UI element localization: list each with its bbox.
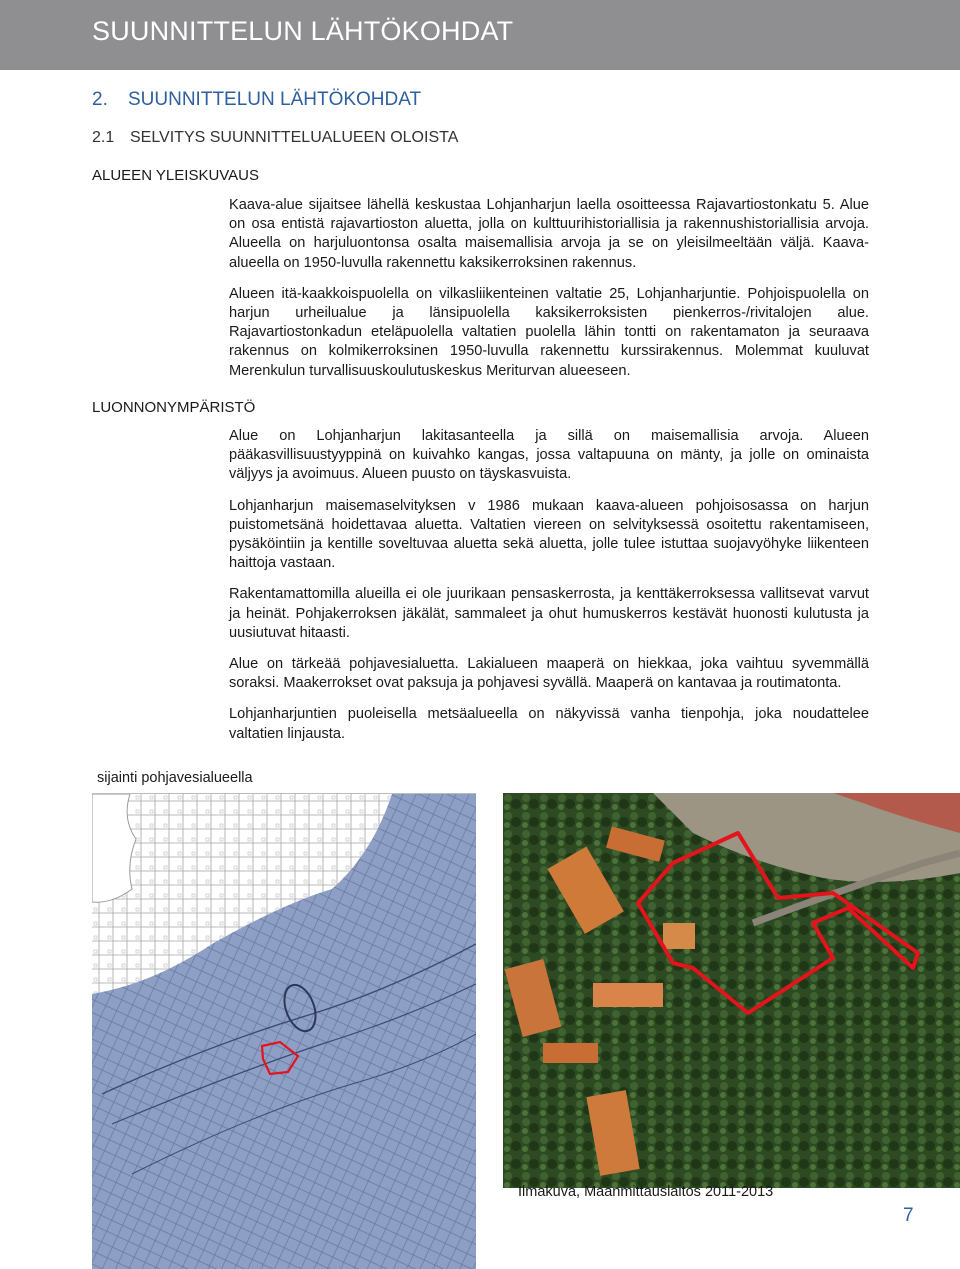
paragraph: Lohjanharjun maisemaselvityksen v 1986 mukaan kaava-alueen pohjoisosassa on harjun puistometsänä hoidettavaa aluetta. Valtatien viereen on selvityksessä osoitettu rakentamiseen, pysäköintiin ja kentille soveltuvaa aluetta sekä aluetta, jolle tulee istuttaa suojavyöhyke liikenteen haittoja vastaan. xyxy=(229,497,869,572)
chapter-heading xyxy=(92,89,421,111)
photo-caption: Ilmakuva, Maanmittauslaitos 2011-2013 xyxy=(518,1184,774,1200)
map-graphic xyxy=(92,794,476,1269)
section-title: SELVITYS SUUNNITTELUALUEEN OLOISTA xyxy=(130,129,459,146)
paragraph: Alue on Lohjanharjun lakitasanteella ja sillä on maisemallisia arvoja. Alueen pääkasvillisuustyyppinä on kuivahko kangas, jossa valtapuuna on mänty, ja jolle on ominaista väljyys ja avoimuus. Alueen puusto on täyskasvuista. xyxy=(229,428,869,483)
groundwater-map xyxy=(92,793,476,1269)
map-caption: sijainti pohjavesialueella xyxy=(97,770,253,786)
nature-text xyxy=(229,427,869,756)
chapter-title: SUUNNITTELUN LÄHTÖKOHDAT xyxy=(128,89,422,110)
paragraph: Lohjanharjuntien puoleisella metsäalueella on näkyvissä vanha tienpohja, joka noudattelee valtatien linjausta. xyxy=(229,706,869,742)
section-heading xyxy=(92,129,458,147)
header-bar xyxy=(0,0,960,70)
paragraph: Kaava-alue sijaitsee lähellä keskustaa Lohjanharjun laella osoitteessa Rajavartiostonkatu 5. Alue on osa entistä rajavartioston aluetta, jolla on kulttuurihistoriallisia ja rakennushistoriallisia arvoja. Alueella on harjuluontonsa osalta maisemallisia arvoja ja se on yleisilmeeltään väljä. Kaava-alueella on 1950-luvulla rakennettu kaksikerroksinen rakennus. xyxy=(229,197,869,271)
section-number: 2.1 xyxy=(92,129,115,146)
aerial-photo xyxy=(503,793,960,1188)
paragraph: Alueen itä-kaakkoispuolella on vilkasliikenteinen valtatie 25, Lohjanharjuntie. Pohjoispuolella on harjun urheilualue ja länsipuolella kaksikerroksisten pienkerros-/rivitalojen alue. Rajavartiostonkadun eteläpuolella valtatien puolella lähin tontti on rakentamaton ja seuraava rakennus on kolmikerroksinen 1950-luvulla rakennettu kurssirakennus. Molemmat kuuluvat Merenkulun turvallisuuskoulutuskeskus Meriturvan alueeseen. xyxy=(229,285,869,379)
subsection-heading-overview: ALUEEN YLEISKUVAUS xyxy=(92,167,260,184)
paragraph: Rakentamattomilla alueilla ei ole juurikaan pensaskerrosta, ja kenttäkerroksessa vallitsevat varvut ja heinät. Pohjakerroksen jäkälät, sammaleet ja ohut humuskerros kestävät huonosti kulutusta ja uusiutuvat hitaasti. xyxy=(229,586,869,641)
subsection-heading-nature: LUONNONYMPÄRISTÖ xyxy=(92,399,256,416)
paragraph: Alue on tärkeää pohjavesialuetta. Lakialueen maaperä on hiekkaa, joka vaihtuu syvemmällä soraksi. Maakerrokset ovat paksuja ja pohjavesi syvällä. Maaperä on kantavaa ja routimatonta. xyxy=(229,656,869,692)
overview-text xyxy=(229,196,869,393)
chapter-number: 2. xyxy=(92,89,108,110)
header-title: SUUNNITTELUN LÄHTÖKOHDAT xyxy=(92,16,514,46)
aerial-graphic xyxy=(503,793,960,1188)
page-number: 7 xyxy=(903,1205,914,1226)
